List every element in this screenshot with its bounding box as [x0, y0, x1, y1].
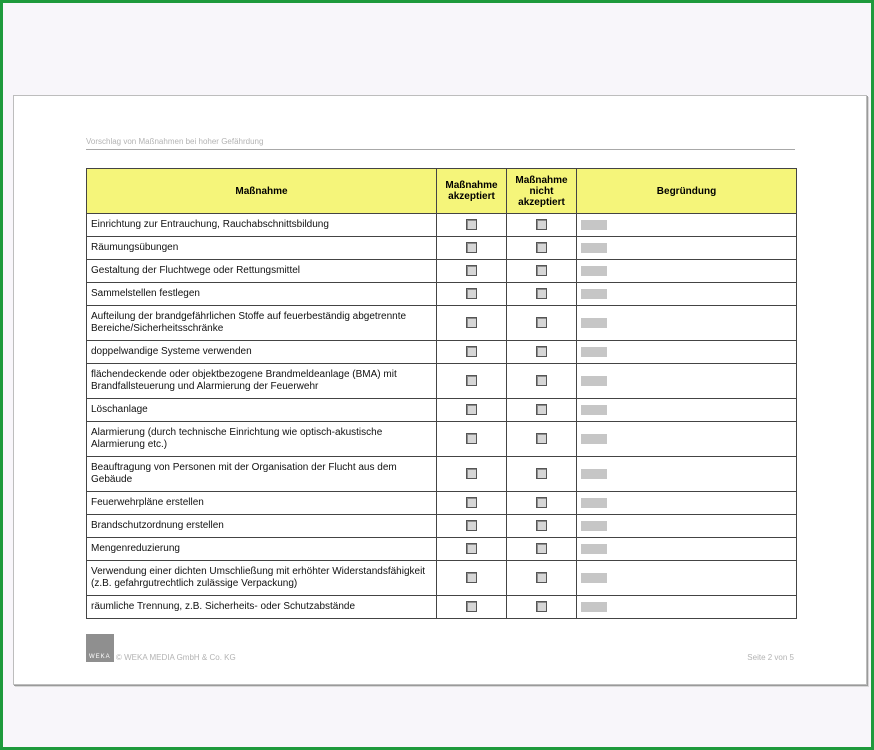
accepted-checkbox-cell — [437, 596, 507, 619]
accepted-checkbox[interactable] — [466, 219, 477, 230]
reason-text-field[interactable] — [581, 573, 607, 583]
table-row — [87, 260, 797, 283]
header-measure: Maßnahme — [87, 169, 437, 214]
table-row — [87, 237, 797, 260]
accepted-checkbox-cell — [437, 306, 507, 341]
reason-cell — [577, 457, 797, 492]
reason-cell — [577, 214, 797, 237]
measure-label: Aufteilung der brandgefährlichen Stoffe auf feuerbeständig abgetrennte Bereiche/Sicherheitsschränke — [87, 306, 437, 341]
table-row — [87, 214, 797, 237]
document-page — [13, 95, 867, 685]
accepted-checkbox-cell — [437, 561, 507, 596]
accepted-checkbox-cell — [437, 422, 507, 457]
reason-cell — [577, 492, 797, 515]
accepted-checkbox[interactable] — [466, 433, 477, 444]
measure-label: Löschanlage — [87, 399, 437, 422]
not-accepted-checkbox[interactable] — [536, 317, 547, 328]
reason-text-field[interactable] — [581, 405, 607, 415]
accepted-checkbox[interactable] — [466, 288, 477, 299]
measure-label: Alarmierung (durch technische Einrichtung wie optisch-akustische Alarmierung etc.) — [87, 422, 437, 457]
table-row — [87, 341, 797, 364]
not-accepted-checkbox[interactable] — [536, 497, 547, 508]
not-accepted-checkbox-cell — [507, 260, 577, 283]
reason-cell — [577, 283, 797, 306]
header-accepted: Maßnahme akzeptiert — [437, 169, 507, 214]
measure-label: Gestaltung der Fluchtwege oder Rettungsmittel — [87, 260, 437, 283]
page-number: Seite 2 von 5 — [747, 653, 794, 662]
accepted-checkbox-cell — [437, 237, 507, 260]
accepted-checkbox[interactable] — [466, 375, 477, 386]
accepted-checkbox-cell — [437, 260, 507, 283]
measure-label: doppelwandige Systeme verwenden — [87, 341, 437, 364]
accepted-checkbox-cell — [437, 341, 507, 364]
not-accepted-checkbox-cell — [507, 422, 577, 457]
not-accepted-checkbox-cell — [507, 306, 577, 341]
reason-text-field[interactable] — [581, 318, 607, 328]
reason-cell — [577, 422, 797, 457]
not-accepted-checkbox[interactable] — [536, 433, 547, 444]
not-accepted-checkbox[interactable] — [536, 543, 547, 554]
accepted-checkbox-cell — [437, 538, 507, 561]
accepted-checkbox[interactable] — [466, 520, 477, 531]
table-row — [87, 538, 797, 561]
accepted-checkbox-cell — [437, 214, 507, 237]
accepted-checkbox-cell — [437, 515, 507, 538]
reason-cell — [577, 399, 797, 422]
reason-cell — [577, 260, 797, 283]
weka-logo — [86, 634, 114, 662]
reason-cell — [577, 341, 797, 364]
reason-text-field[interactable] — [581, 376, 607, 386]
measure-label: Sammelstellen festlegen — [87, 283, 437, 306]
reason-text-field[interactable] — [581, 220, 607, 230]
accepted-checkbox-cell — [437, 492, 507, 515]
header-reason: Begründung — [577, 169, 797, 214]
measure-label: Räumungsübungen — [87, 237, 437, 260]
reason-text-field[interactable] — [581, 289, 607, 299]
document-header-title: Vorschlag von Maßnahmen bei hoher Gefährdung — [86, 137, 795, 150]
table-row — [87, 596, 797, 619]
reason-text-field[interactable] — [581, 521, 607, 531]
not-accepted-checkbox-cell — [507, 561, 577, 596]
table-row — [87, 364, 797, 399]
not-accepted-checkbox-cell — [507, 538, 577, 561]
accepted-checkbox-cell — [437, 457, 507, 492]
not-accepted-checkbox-cell — [507, 457, 577, 492]
accepted-checkbox[interactable] — [466, 572, 477, 583]
accepted-checkbox[interactable] — [466, 317, 477, 328]
not-accepted-checkbox[interactable] — [536, 288, 547, 299]
reason-text-field[interactable] — [581, 469, 607, 479]
not-accepted-checkbox[interactable] — [536, 404, 547, 415]
not-accepted-checkbox-cell — [507, 214, 577, 237]
not-accepted-checkbox[interactable] — [536, 219, 547, 230]
measure-label: flächendeckende oder objektbezogene Brandmeldeanlage (BMA) mit Brandfallsteuerung und Alarmierung der Feuerwehr — [87, 364, 437, 399]
measures-table — [86, 168, 797, 619]
accepted-checkbox[interactable] — [466, 601, 477, 612]
not-accepted-checkbox[interactable] — [536, 265, 547, 276]
header-not-accepted: Maßnahme nicht akzeptiert — [507, 169, 577, 214]
not-accepted-checkbox-cell — [507, 237, 577, 260]
table-row — [87, 422, 797, 457]
table-row — [87, 515, 797, 538]
measure-label: Brandschutzordnung erstellen — [87, 515, 437, 538]
table-row — [87, 399, 797, 422]
accepted-checkbox[interactable] — [466, 404, 477, 415]
accepted-checkbox-cell — [437, 364, 507, 399]
not-accepted-checkbox-cell — [507, 364, 577, 399]
not-accepted-checkbox[interactable] — [536, 520, 547, 531]
accepted-checkbox[interactable] — [466, 543, 477, 554]
accepted-checkbox[interactable] — [466, 497, 477, 508]
not-accepted-checkbox[interactable] — [536, 601, 547, 612]
reason-cell — [577, 538, 797, 561]
reason-text-field[interactable] — [581, 243, 607, 253]
not-accepted-checkbox[interactable] — [536, 346, 547, 357]
table-row — [87, 492, 797, 515]
not-accepted-checkbox[interactable] — [536, 468, 547, 479]
reason-text-field[interactable] — [581, 266, 607, 276]
measure-label: Feuerwehrpläne erstellen — [87, 492, 437, 515]
accepted-checkbox[interactable] — [466, 242, 477, 253]
not-accepted-checkbox[interactable] — [536, 242, 547, 253]
reason-text-field[interactable] — [581, 602, 607, 612]
copyright-text: © WEKA MEDIA GmbH & Co. KG — [116, 653, 236, 662]
table-row — [87, 561, 797, 596]
reason-text-field[interactable] — [581, 347, 607, 357]
measure-label: Beauftragung von Personen mit der Organisation der Flucht aus dem Gebäude — [87, 457, 437, 492]
reason-cell — [577, 364, 797, 399]
table-row — [87, 283, 797, 306]
reason-text-field[interactable] — [581, 498, 607, 508]
reason-text-field[interactable] — [581, 544, 607, 554]
table-row — [87, 457, 797, 492]
not-accepted-checkbox-cell — [507, 399, 577, 422]
accepted-checkbox-cell — [437, 399, 507, 422]
reason-cell — [577, 306, 797, 341]
not-accepted-checkbox-cell — [507, 515, 577, 538]
measure-label: Mengenreduzierung — [87, 538, 437, 561]
reason-cell — [577, 561, 797, 596]
measure-label: räumliche Trennung, z.B. Sicherheits- oder Schutzabstände — [87, 596, 437, 619]
table-row — [87, 306, 797, 341]
measure-label: Verwendung einer dichten Umschließung mit erhöhter Widerstandsfähigkeit (z.B. gefahrgutrechtlich zulässige Verpackung) — [87, 561, 437, 596]
not-accepted-checkbox-cell — [507, 283, 577, 306]
not-accepted-checkbox-cell — [507, 341, 577, 364]
not-accepted-checkbox-cell — [507, 492, 577, 515]
not-accepted-checkbox[interactable] — [536, 375, 547, 386]
accepted-checkbox-cell — [437, 283, 507, 306]
not-accepted-checkbox[interactable] — [536, 572, 547, 583]
accepted-checkbox[interactable] — [466, 468, 477, 479]
logo-text: WEKA — [89, 654, 111, 660]
measure-label: Einrichtung zur Entrauchung, Rauchabschnittsbildung — [87, 214, 437, 237]
table-header-row — [87, 169, 797, 214]
reason-cell — [577, 237, 797, 260]
reason-cell — [577, 515, 797, 538]
reason-text-field[interactable] — [581, 434, 607, 444]
accepted-checkbox[interactable] — [466, 346, 477, 357]
not-accepted-checkbox-cell — [507, 596, 577, 619]
accepted-checkbox[interactable] — [466, 265, 477, 276]
reason-cell — [577, 596, 797, 619]
